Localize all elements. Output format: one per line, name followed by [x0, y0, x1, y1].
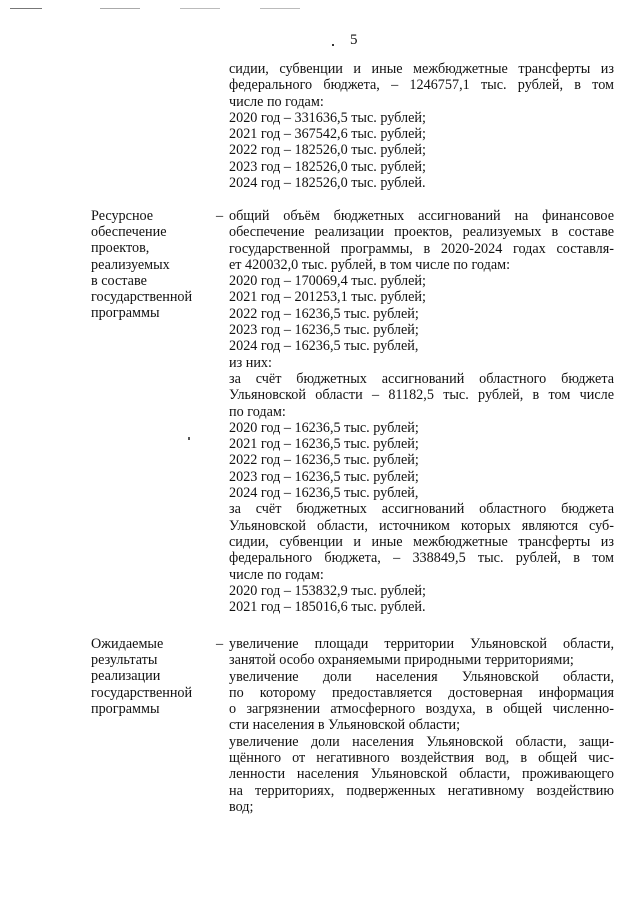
text-line: занятой особо охраняемыми природными территориями;: [229, 652, 574, 669]
text-line: 2023 год – 16236,5 тыс. рублей;: [229, 322, 419, 339]
section-body: [229, 636, 614, 815]
label-line: программы: [91, 305, 160, 322]
text-line: увеличение доли населения Ульяновской области, защи-: [229, 733, 614, 750]
label-dash: –: [216, 636, 224, 652]
scan-speck: [10, 8, 42, 9]
text-line: 2020 год – 153832,9 тыс. рублей;: [229, 582, 426, 599]
label-line: обеспечение: [91, 224, 167, 241]
text-line: 2024 год – 16236,5 тыс. рублей,: [229, 338, 419, 355]
text-line: Ульяновской области – 81182,5 тыс. рублей, в том числе: [229, 387, 614, 404]
text-line: 2024 год – 16236,5 тыс. рублей,: [229, 485, 419, 502]
text-line: за счёт бюджетных ассигнований областного бюджета: [229, 501, 614, 518]
text-line: ленности населения Ульяновской области, проживающего: [229, 766, 614, 783]
text-line: ет 420032,0 тыс. рублей, в том числе по годам:: [229, 256, 511, 273]
text-line: 2022 год – 16236,5 тыс. рублей;: [229, 305, 419, 322]
scan-speck: [332, 44, 334, 46]
label-line: реализации: [91, 668, 161, 685]
text-line: Ульяновской области, источником которых являются суб-: [229, 517, 614, 534]
text-line: 2022 год – 16236,5 тыс. рублей;: [229, 452, 419, 469]
text-line: государственной программы, в 2020-2024 годах составля-: [229, 240, 614, 257]
text-line: увеличение площади территории Ульяновской области,: [229, 636, 614, 652]
text-line: щённого от негативного воздействия вод, в общей чис-: [229, 750, 614, 767]
text-line: о загрязнении атмосферного воздуха, в общей численно-: [229, 701, 614, 718]
text-line: сидии, субвенции и иные межбюджетные трансферты из: [229, 533, 614, 550]
label-line: реализуемых: [91, 256, 170, 273]
text-line: 2021 год – 367542,6 тыс. рублей;: [229, 126, 426, 143]
text-line: из них:: [229, 354, 272, 371]
page-number: 5: [350, 32, 358, 48]
text-line: 2023 год – 182526,0 тыс. рублей;: [229, 158, 426, 175]
text-line: 2021 год – 16236,5 тыс. рублей;: [229, 436, 419, 453]
label-line: государственной: [91, 289, 193, 306]
text-line: 2020 год – 16236,5 тыс. рублей;: [229, 419, 419, 436]
text-line: сти населения в Ульяновской области;: [229, 717, 461, 734]
text-line: за счёт бюджетных ассигнований областного бюджета: [229, 370, 614, 387]
text-line: 2021 год – 201253,1 тыс. рублей;: [229, 289, 426, 306]
text-line: федерального бюджета, – 1246757,1 тыс. рублей, в том: [229, 77, 614, 94]
text-line: на территориях, подверженных негативному воздействию: [229, 782, 614, 799]
label-line: государственной: [91, 684, 193, 701]
scan-speck: [180, 8, 220, 9]
text-line: 2023 год – 16236,5 тыс. рублей;: [229, 468, 419, 485]
text-line: числе по годам:: [229, 566, 324, 583]
section-body: [229, 208, 614, 615]
scan-speck: [188, 437, 190, 440]
text-line: обеспечение реализации проектов, реализуемых в составе: [229, 224, 614, 241]
label-dash: –: [216, 208, 224, 224]
text-line: вод;: [229, 798, 254, 815]
text-line: по годам:: [229, 403, 286, 420]
section-label: [91, 636, 215, 717]
label-line: Ресурсное: [91, 208, 154, 224]
text-line: 2024 год – 182526,0 тыс. рублей.: [229, 175, 426, 192]
label-line: проектов,: [91, 240, 150, 257]
text-line: увеличение доли населения Ульяновской области,: [229, 668, 614, 685]
label-line: в составе: [91, 272, 147, 289]
text-line: 2022 год – 182526,0 тыс. рублей;: [229, 142, 426, 159]
label-line: результаты: [91, 652, 158, 669]
text-line: сидии, субвенции и иные межбюджетные трансферты из: [229, 61, 614, 77]
text-line: федерального бюджета, – 338849,5 тыс. рублей, в том: [229, 550, 614, 567]
label-line: программы: [91, 700, 160, 717]
scan-speck: [100, 8, 140, 9]
text-line: 2020 год – 170069,4 тыс. рублей;: [229, 273, 426, 290]
text-line: общий объём бюджетных ассигнований на финансовое: [229, 208, 614, 224]
section-body: [229, 61, 614, 191]
text-line: 2020 год – 331636,5 тыс. рублей;: [229, 109, 426, 126]
text-line: по которому предоставляется достоверная информация: [229, 684, 614, 701]
text-line: числе по годам:: [229, 93, 324, 110]
label-line: Ожидаемые: [91, 636, 164, 652]
text-line: 2021 год – 185016,6 тыс. рублей.: [229, 599, 426, 616]
scan-speck: [260, 8, 300, 9]
section-label: [91, 208, 215, 321]
